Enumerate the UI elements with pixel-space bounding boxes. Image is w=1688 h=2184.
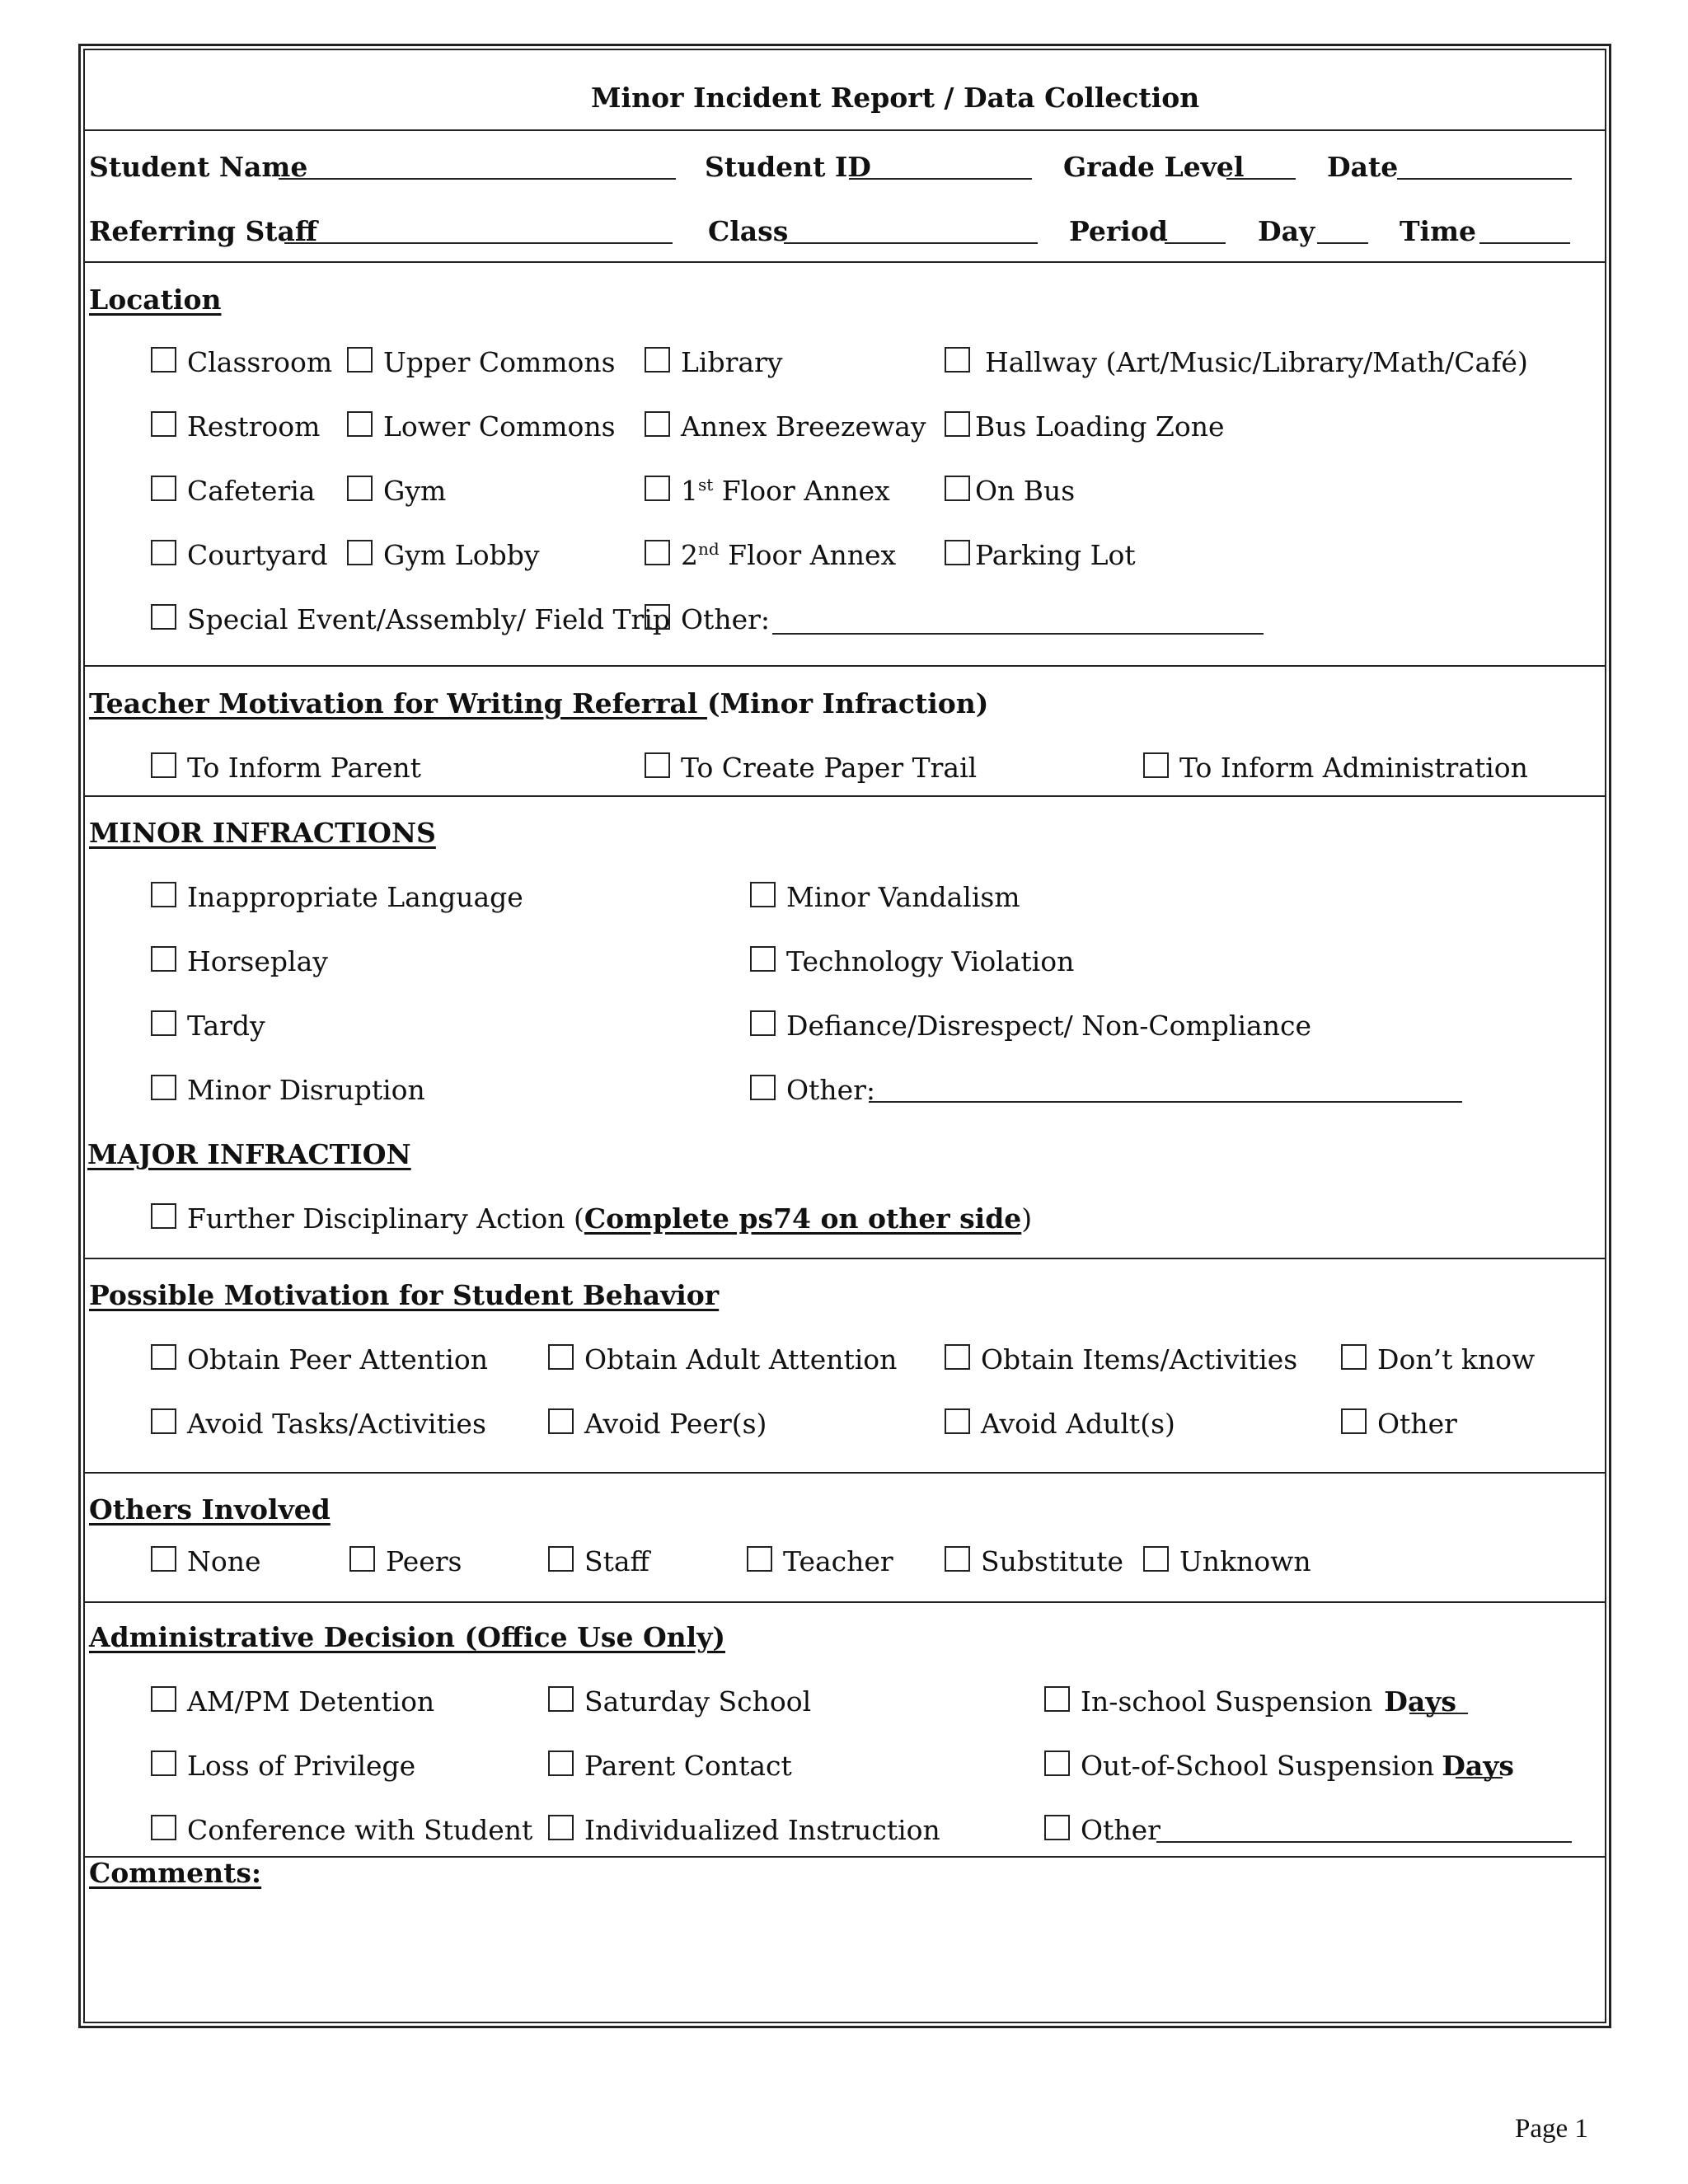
others-substitute-checkbox[interactable]: Substitute xyxy=(945,1545,1123,1578)
location-1st-floor-annex-label: 1st Floor Annex xyxy=(681,475,890,507)
checkbox-box[interactable] xyxy=(750,1010,776,1036)
admin-other-checkbox[interactable]: Other xyxy=(1044,1814,1160,1847)
location-heading: Location xyxy=(89,284,222,316)
location-lower-commons-checkbox[interactable]: Lower Commons xyxy=(347,410,616,443)
checkbox-box[interactable] xyxy=(747,1546,772,1572)
admin-out-of-school-suspension-checkbox[interactable]: Out-of-School Suspension Days xyxy=(1044,1750,1514,1783)
location-on-bus-checkbox[interactable]: On Bus xyxy=(945,475,1075,508)
form-title: Minor Incident Report / Data Collection xyxy=(591,82,1200,114)
divider xyxy=(83,1601,1606,1603)
time-label: Time xyxy=(1400,215,1477,247)
divider xyxy=(83,665,1606,667)
out-of-school-suspension-days-field[interactable] xyxy=(1456,1777,1503,1779)
motivation-avoid-adults-checkbox[interactable]: Avoid Adult(s) xyxy=(945,1408,1175,1441)
motivation-adult-attention-checkbox[interactable]: Obtain Adult Attention xyxy=(548,1343,897,1376)
divider xyxy=(83,1856,1606,1858)
infraction-tardy-checkbox[interactable]: Tardy xyxy=(151,1010,265,1043)
location-2nd-floor-annex-checkbox[interactable] xyxy=(645,539,896,572)
checkbox-box[interactable] xyxy=(151,1203,176,1229)
admin-saturday-school-checkbox[interactable]: Saturday School xyxy=(548,1685,811,1718)
others-unknown-checkbox[interactable]: Unknown xyxy=(1143,1545,1311,1578)
checkbox-box[interactable] xyxy=(151,1546,176,1572)
checkbox-box[interactable] xyxy=(1143,752,1169,778)
divider xyxy=(83,129,1606,131)
checkbox-box[interactable] xyxy=(945,1408,970,1434)
infraction-horseplay-checkbox[interactable]: Horseplay xyxy=(151,945,328,978)
motivation-dont-know-checkbox[interactable]: Don’t know xyxy=(1341,1343,1535,1376)
admin-loss-of-privilege-checkbox[interactable]: Loss of Privilege xyxy=(151,1750,415,1783)
student-name-label: Student Name xyxy=(89,151,308,183)
admin-other-field[interactable] xyxy=(1156,1841,1572,1843)
divider xyxy=(83,1472,1606,1474)
checkbox-box[interactable] xyxy=(645,476,670,501)
location-restroom-checkbox[interactable]: Restroom xyxy=(151,410,320,443)
period-label: Period xyxy=(1069,215,1168,247)
location-2nd-floor-annex-label: 2nd Floor Annex xyxy=(681,539,897,571)
date-label: Date xyxy=(1327,151,1399,183)
checkbox-box[interactable] xyxy=(151,1010,176,1036)
checkbox-box[interactable] xyxy=(945,476,970,501)
checkbox-box[interactable] xyxy=(151,882,176,907)
location-hallway-checkbox[interactable]: Hallway (Art/Music/Library/Math/Café) xyxy=(945,346,1528,379)
admin-detention-checkbox[interactable]: AM/PM Detention xyxy=(151,1685,434,1718)
student-name-field[interactable] xyxy=(279,178,676,180)
checkbox-box[interactable] xyxy=(151,1750,176,1776)
checkbox-box[interactable] xyxy=(548,1686,574,1712)
location-1st-floor-annex-checkbox[interactable] xyxy=(645,475,890,508)
others-none-checkbox[interactable]: None xyxy=(151,1545,261,1578)
others-involved-heading: Others Involved xyxy=(89,1493,331,1526)
location-upper-commons-checkbox[interactable]: Upper Commons xyxy=(347,346,616,379)
checkbox-box[interactable] xyxy=(151,411,176,437)
grade-level-field[interactable] xyxy=(1226,178,1296,180)
checkbox-box[interactable] xyxy=(1044,1750,1070,1776)
checkbox-box[interactable] xyxy=(151,540,176,565)
divider xyxy=(83,1258,1606,1259)
student-id-field[interactable] xyxy=(849,178,1032,180)
further-disciplinary-action-checkbox[interactable]: Further Disciplinary Action ( Complete ps74 on other side ) xyxy=(151,1202,1032,1235)
checkbox-box[interactable] xyxy=(151,347,176,373)
checkbox-box[interactable] xyxy=(151,604,176,630)
others-peers-checkbox[interactable]: Peers xyxy=(349,1545,462,1578)
checkbox-box[interactable] xyxy=(945,1546,970,1572)
checkbox-box[interactable] xyxy=(645,604,670,630)
divider xyxy=(83,261,1606,263)
location-parking-lot-checkbox[interactable]: Parking Lot xyxy=(945,539,1136,572)
motivation-items-activities-checkbox[interactable]: Obtain Items/Activities xyxy=(945,1343,1297,1376)
checkbox-box[interactable] xyxy=(645,347,670,373)
checkbox-box[interactable] xyxy=(151,1075,176,1100)
others-teacher-checkbox[interactable]: Teacher xyxy=(747,1545,893,1578)
checkbox-box[interactable] xyxy=(1341,1344,1367,1370)
motivation-paper-trail-checkbox[interactable]: To Create Paper Trail xyxy=(645,752,977,785)
location-other-checkbox[interactable]: Other: xyxy=(645,603,770,636)
checkbox-box[interactable] xyxy=(1143,1546,1169,1572)
checkbox-box[interactable] xyxy=(750,882,776,907)
checkbox-box[interactable] xyxy=(1341,1408,1367,1434)
location-annex-breezeway-checkbox[interactable]: Annex Breezeway xyxy=(645,410,926,443)
motivation-avoid-tasks-checkbox[interactable]: Avoid Tasks/Activities xyxy=(151,1408,486,1441)
checkbox-box[interactable] xyxy=(750,1075,776,1100)
checkbox-box[interactable] xyxy=(945,347,970,373)
location-bus-loading-zone-checkbox[interactable]: Bus Loading Zone xyxy=(945,410,1225,443)
location-gym-checkbox[interactable]: Gym xyxy=(347,475,446,508)
comments-area[interactable] xyxy=(85,1896,1605,2019)
others-staff-checkbox[interactable]: Staff xyxy=(548,1545,649,1578)
page-number: Page 1 xyxy=(1515,2114,1588,2144)
admin-in-school-suspension-checkbox[interactable]: In-school Suspension Days xyxy=(1044,1685,1456,1718)
checkbox-box[interactable] xyxy=(347,411,373,437)
admin-parent-contact-checkbox[interactable]: Parent Contact xyxy=(548,1750,792,1783)
checkbox-box[interactable] xyxy=(645,540,670,565)
location-library-checkbox[interactable]: Library xyxy=(645,346,782,379)
checkbox-box[interactable] xyxy=(645,752,670,778)
checkbox-box[interactable] xyxy=(548,1750,574,1776)
major-infraction-heading: MAJOR INFRACTION xyxy=(87,1138,411,1170)
student-motivation-heading: Possible Motivation for Student Behavior xyxy=(89,1279,720,1311)
minor-infractions-heading: MINOR INFRACTIONS xyxy=(89,817,436,849)
checkbox-box[interactable] xyxy=(645,411,670,437)
checkbox-box[interactable] xyxy=(548,1815,574,1840)
motivation-peer-attention-checkbox[interactable]: Obtain Peer Attention xyxy=(151,1343,488,1376)
checkbox-box[interactable] xyxy=(945,1344,970,1370)
student-id-label: Student ID xyxy=(705,151,871,183)
admin-individualized-instruction-checkbox[interactable]: Individualized Instruction xyxy=(548,1814,940,1847)
checkbox-box[interactable] xyxy=(750,946,776,972)
checkbox-box[interactable] xyxy=(151,476,176,501)
checkbox-box[interactable] xyxy=(151,1686,176,1712)
checkbox-box[interactable] xyxy=(151,752,176,778)
checkbox-box[interactable] xyxy=(347,540,373,565)
checkbox-box[interactable] xyxy=(151,1344,176,1370)
admin-conference-checkbox[interactable]: Conference with Student xyxy=(151,1814,532,1847)
checkbox-box[interactable] xyxy=(1044,1686,1070,1712)
grade-level-label: Grade Level xyxy=(1063,151,1245,183)
motivation-inform-admin-checkbox[interactable]: To Inform Administration xyxy=(1143,752,1528,785)
checkbox-box[interactable] xyxy=(151,1408,176,1434)
infraction-defiance-checkbox[interactable]: Defiance/Disrespect/ Non-Compliance xyxy=(750,1010,1311,1043)
checkbox-box[interactable] xyxy=(347,347,373,373)
checkbox-box[interactable] xyxy=(548,1344,574,1370)
motivation-inform-parent-checkbox[interactable]: To Inform Parent xyxy=(151,752,421,785)
admin-decision-heading: Administrative Decision (Office Use Only) xyxy=(89,1621,726,1653)
referring-staff-field[interactable] xyxy=(284,242,673,244)
class-label: Class xyxy=(708,215,789,247)
location-classroom-checkbox[interactable]: Classroom xyxy=(151,346,332,379)
location-cafeteria-checkbox[interactable]: Cafeteria xyxy=(151,475,315,508)
checkbox-box[interactable] xyxy=(151,1815,176,1840)
infraction-minor-disruption-checkbox[interactable]: Minor Disruption xyxy=(151,1074,425,1107)
location-courtyard-checkbox[interactable]: Courtyard xyxy=(151,539,328,572)
checkbox-box[interactable] xyxy=(945,411,970,437)
infraction-technology-violation-checkbox[interactable]: Technology Violation xyxy=(750,945,1074,978)
location-other-field[interactable] xyxy=(772,633,1264,635)
referring-staff-label: Referring Staff xyxy=(89,215,318,247)
infraction-minor-vandalism-checkbox[interactable]: Minor Vandalism xyxy=(750,881,1020,914)
checkbox-box[interactable] xyxy=(349,1546,375,1572)
date-field[interactable] xyxy=(1397,178,1572,180)
time-field[interactable] xyxy=(1479,242,1570,244)
teacher-motivation-heading: Teacher Motivation for Writing Referral (Minor Infraction) xyxy=(89,687,989,719)
divider xyxy=(83,795,1606,797)
location-gym-lobby-checkbox[interactable]: Gym Lobby xyxy=(347,539,539,572)
period-field[interactable] xyxy=(1165,242,1226,244)
infraction-inappropriate-language-checkbox[interactable]: Inappropriate Language xyxy=(151,881,523,914)
infraction-other-field[interactable] xyxy=(869,1101,1462,1103)
motivation-avoid-peers-checkbox[interactable]: Avoid Peer(s) xyxy=(548,1408,767,1441)
motivation-other-checkbox[interactable]: Other xyxy=(1341,1408,1457,1441)
checkbox-box[interactable] xyxy=(151,946,176,972)
checkbox-box[interactable] xyxy=(548,1546,574,1572)
checkbox-box[interactable] xyxy=(945,540,970,565)
in-school-suspension-days-field[interactable] xyxy=(1409,1713,1468,1714)
checkbox-box[interactable] xyxy=(548,1408,574,1434)
location-special-event-checkbox[interactable]: Special Event/Assembly/ Field Trip xyxy=(151,603,670,636)
day-field[interactable] xyxy=(1317,242,1368,244)
day-label: Day xyxy=(1258,215,1315,247)
infraction-other-checkbox[interactable]: Other: xyxy=(750,1074,875,1107)
comments-heading: Comments: xyxy=(89,1857,262,1889)
class-field[interactable] xyxy=(784,242,1038,244)
checkbox-box[interactable] xyxy=(347,476,373,501)
checkbox-box[interactable] xyxy=(1044,1815,1070,1840)
